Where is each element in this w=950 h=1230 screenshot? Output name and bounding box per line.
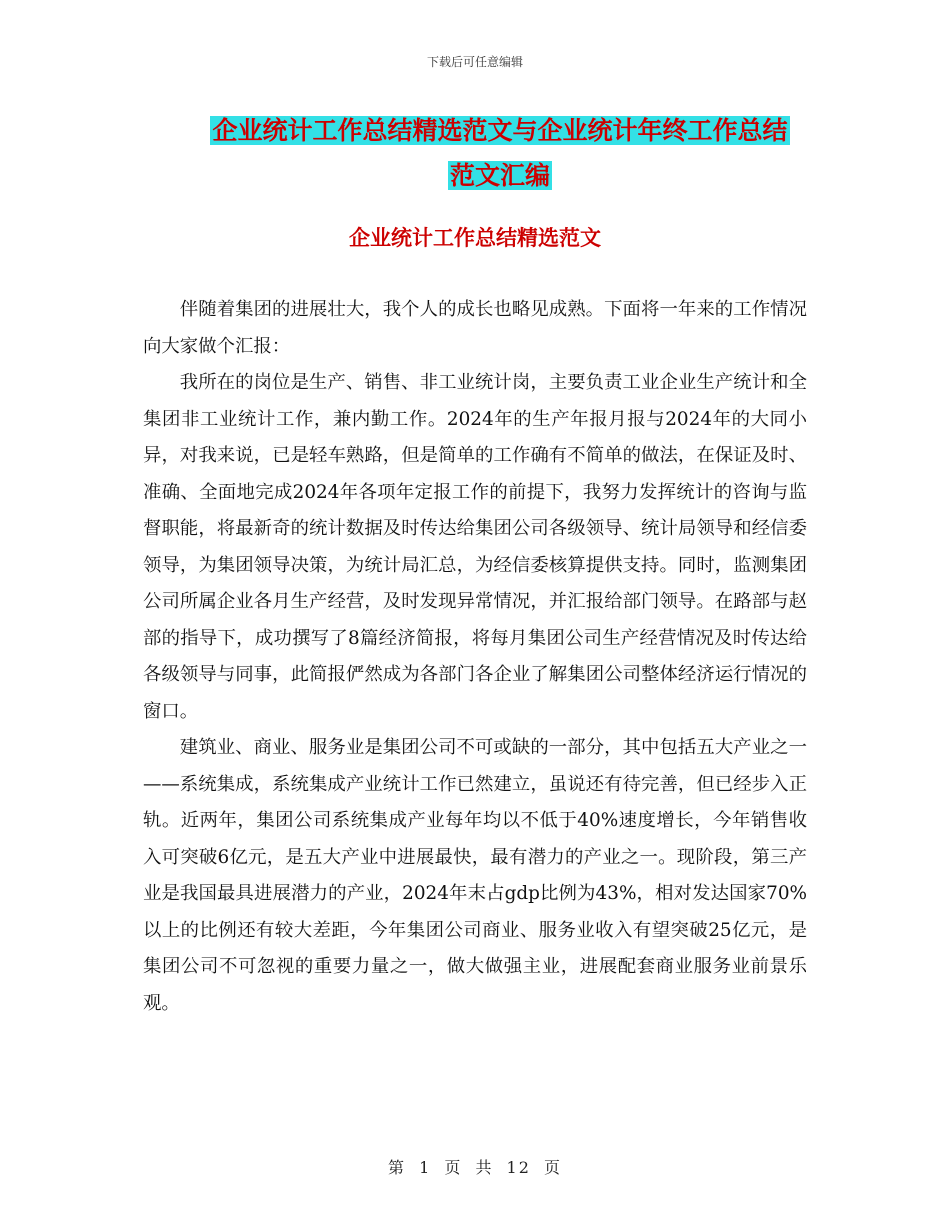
document-title [190,108,810,198]
section-title: 企业统计工作总结精选范文 [349,226,601,250]
page-number-footer: 第 1 页 共 12 页 [388,1158,562,1177]
document-title-line-1: 企业统计工作总结精选范文与企业统计年终工作总结 [212,116,788,145]
paragraph: 建筑业、商业、服务业是集团公司不可或缺的一部分，其中包括五大产业之一——系统集成，系统集成产业统计工作已然建立，虽说还有待完善，但已经步入正轨。近两年，集团公司系统集成产业每年均以不低于40%速度增长，今年销售收入可突破6亿元，是五大产业中进展最快，最有潜力的产业之一。现阶段，第三产业是我国最具进展潜力的产业，2024年末占gdp比例为43%，相对发达国家70%以上的比例还有较大差距，今年集团公司商业、服务业收入有望突破25亿元，是集团公司不可忽视的重要力量之一，做大做强主业，进展配套商业服务业前景乐观。 [143,737,807,1014]
page-header-note: 下载后可任意编辑 [426,55,523,69]
paragraph: 我所在的岗位是生产、销售、非工业统计岗，主要负责工业企业生产统计和全集团非工业统计工作，兼内勤工作。2024年的生产年报月报与2024年的大同小异，对我来说，已是轻车熟路，但是简单的工作确有不简单的做法，在保证及时、准确、全面地完成2024年各项年定报工作的前提下，我努力发挥统计的咨询与监督职能，将最新奇的统计数据及时传达给集团公司各级领导、统计局领导和经信委领导，为集团领导决策，为统计局汇总，为经信委核算提供支持。同时，监测集团公司所属企业各月生产经营，及时发现异常情况，并汇报给部门领导。在路部与赵部的指导下，成功撰写了8篇经济简报，将每月集团公司生产经营情况及时传达给各级领导与同事，此简报俨然成为各部门各企业了解集团公司整体经济运行情况的窗口。 [143,372,807,722]
paragraph: 伴随着集团的进展壮大，我个人的成长也略见成熟。下面将一年来的工作情况向大家做个汇报： [143,299,807,357]
document-body [143,292,807,1022]
document-title-line-2: 范文汇编 [449,161,550,190]
